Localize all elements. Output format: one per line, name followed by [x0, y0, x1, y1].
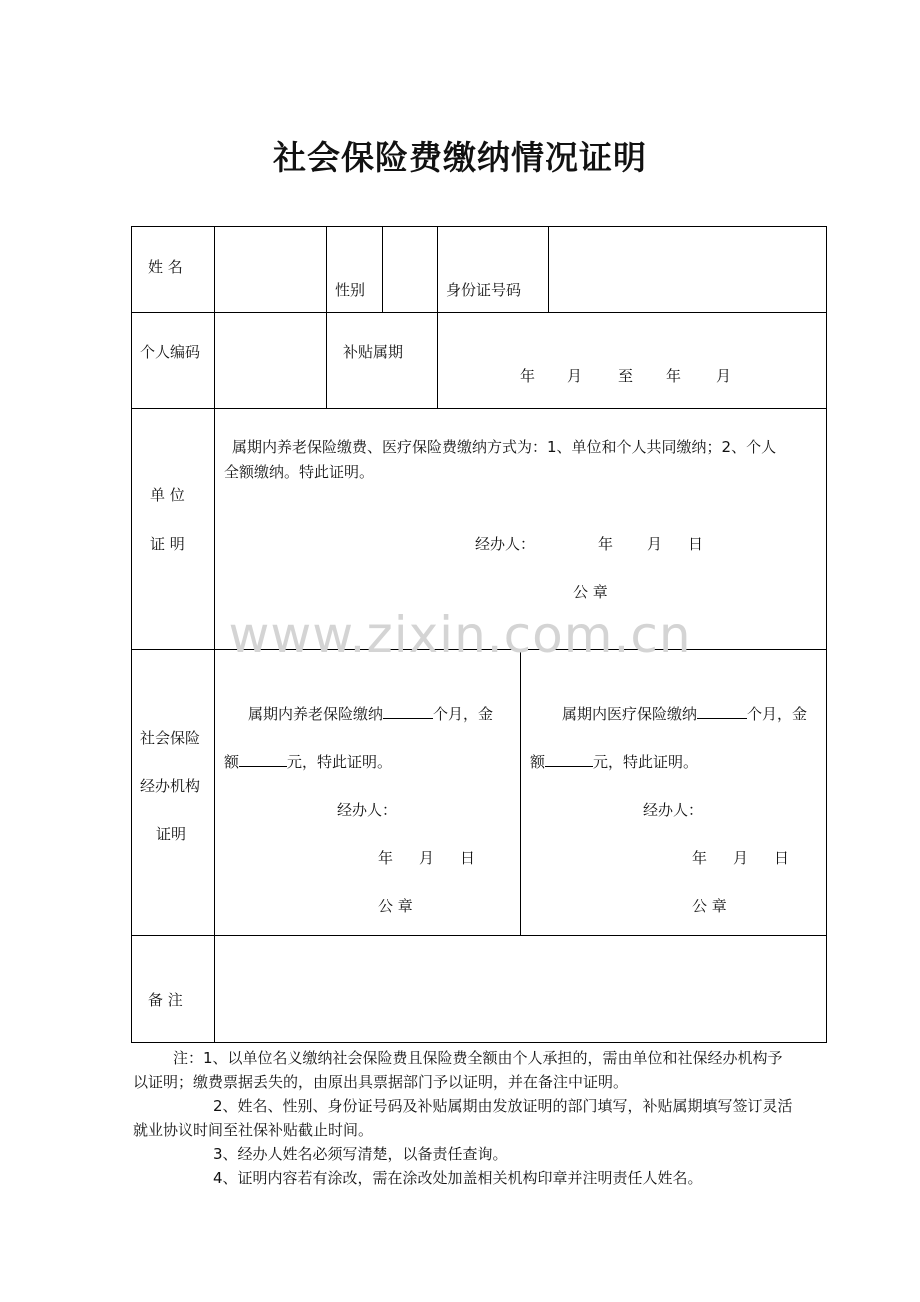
medical-amount-blank[interactable] [545, 752, 593, 767]
pension-handler: 经办人： [337, 801, 398, 819]
unit-cert-text-1: 属期内养老保险缴费、医疗保险费缴纳方式为：1、单位和个人共同缴纳；2、个人 [232, 438, 777, 456]
medical-line-1: 属期内医疗保险缴纳 个月，金 [562, 705, 808, 723]
period-year-start: 年 [520, 367, 536, 385]
note-2-line-1: 2、姓名、性别、身份证号码及补贴属期由发放证明的部门填写，补贴属期填写签订灵活 [213, 1097, 793, 1115]
note-2-line-2: 就业协议时间至社保补贴截止时间。 [133, 1121, 374, 1139]
name-label: 姓 名 [148, 258, 183, 276]
pension-month: 月 [419, 849, 435, 867]
agency-label-1: 社会保险 [140, 729, 201, 747]
period-month-end: 月 [716, 367, 732, 385]
unit-cert-label-2: 证 明 [150, 535, 185, 553]
agency-label-2: 经办机构 [140, 777, 201, 795]
note-3: 3、经办人姓名必须写清楚，以备责任查询。 [213, 1145, 508, 1163]
pension-day: 日 [460, 849, 476, 867]
medical-day: 日 [774, 849, 790, 867]
agency-label-3: 证明 [156, 825, 187, 843]
medical-year: 年 [692, 849, 708, 867]
unit-month: 月 [647, 535, 663, 553]
medical-seal: 公 章 [692, 897, 727, 915]
document-title: 社会保险费缴纳情况证明 [273, 138, 647, 177]
remarks-label: 备 注 [148, 991, 183, 1009]
medical-handler: 经办人： [643, 801, 704, 819]
pension-months-blank[interactable] [383, 704, 433, 719]
medical-months-blank[interactable] [697, 704, 747, 719]
watermark: www.zixin.com.cn [228, 606, 692, 664]
period-month-start: 月 [567, 367, 583, 385]
id-number-label: 身份证号码 [446, 281, 522, 299]
pension-seal: 公 章 [378, 897, 413, 915]
period-year-end: 年 [666, 367, 682, 385]
unit-cert-text-2: 全额缴纳。特此证明。 [224, 463, 375, 481]
pension-line-2: 额 元，特此证明。 [224, 753, 393, 771]
unit-seal: 公 章 [573, 583, 608, 601]
note-4: 4、证明内容若有涂改，需在涂改处加盖相关机构印章并注明责任人姓名。 [213, 1169, 703, 1187]
note-1-line-2: 以证明；缴费票据丢失的，由原出具票据部门予以证明，并在备注中证明。 [133, 1073, 629, 1091]
pension-amount-blank[interactable] [239, 752, 287, 767]
gender-label: 性别 [335, 281, 366, 299]
note-1-line-1: 注：1、以单位名义缴纳社会保险费且保险费全额由个人承担的，需由单位和社保经办机构予 [173, 1049, 783, 1067]
pension-year: 年 [378, 849, 394, 867]
unit-cert-label-1: 单 位 [150, 486, 185, 504]
unit-year: 年 [598, 535, 614, 553]
unit-handler: 经办人： [475, 535, 536, 553]
medical-month: 月 [733, 849, 749, 867]
period-to: 至 [618, 367, 634, 385]
pension-line-1: 属期内养老保险缴纳 个月，金 [248, 705, 494, 723]
notes [133, 1046, 833, 1190]
unit-day: 日 [688, 535, 704, 553]
medical-line-2: 额 元，特此证明。 [530, 753, 699, 771]
personal-number-label: 个人编码 [140, 343, 201, 361]
subsidy-period-label: 补贴属期 [343, 343, 404, 361]
